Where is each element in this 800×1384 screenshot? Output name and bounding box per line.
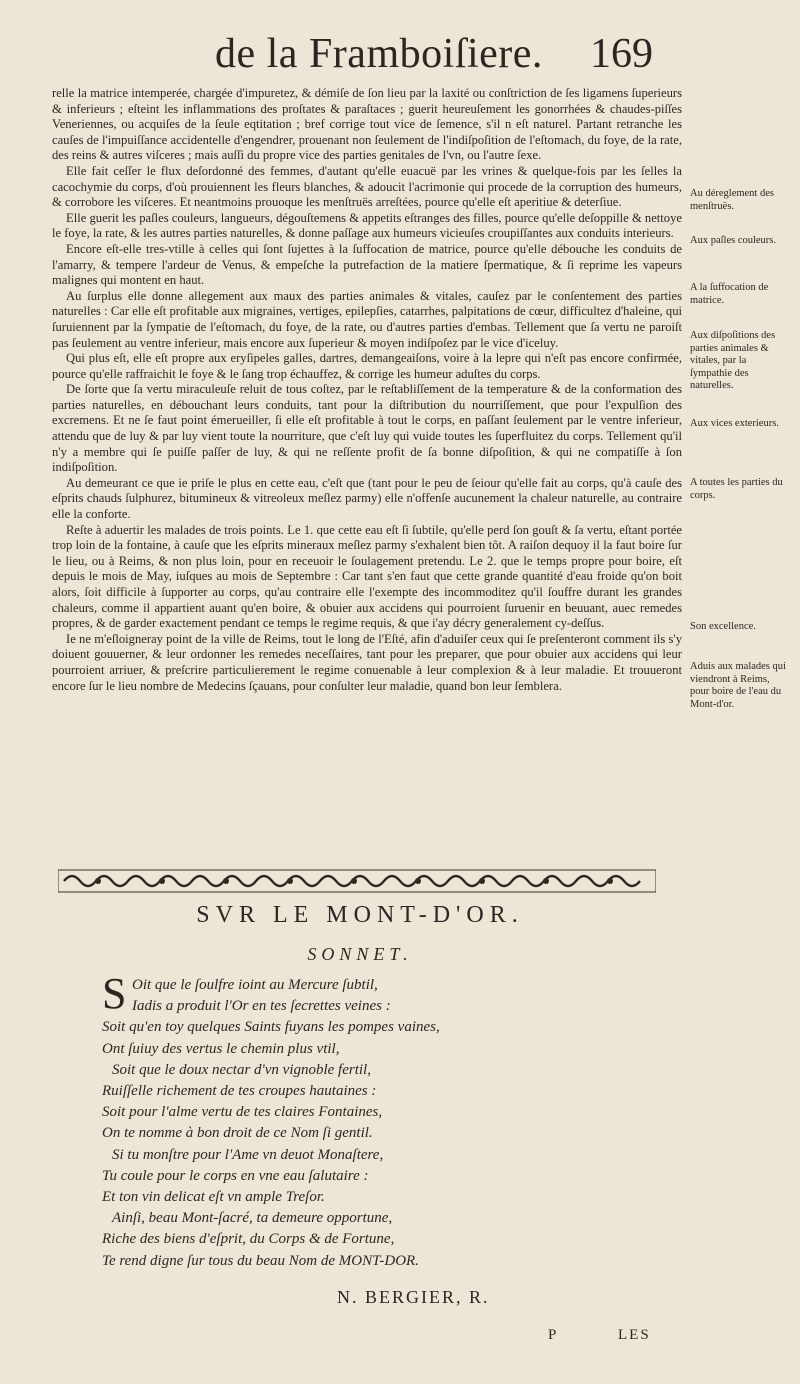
author-signature: N. BERGIER, R. [337,1287,490,1307]
verse-line: Iadis a produit l'Or en tes ſecrettes veines : [132,998,391,1015]
paragraph: relle la matrice intemperée, chargée d'impuretez, & démiſe de ſon lieu par la laxité ou conſtriction de ſes ligamens ſuperieurs & inferieurs ; eſteint les inflammations des proſtates & paraſtaces ; guerit heureuſement les gonorrhées & chaudes-piſſes Veneriennes, ou acquiſes de la ſeule eqtitation ; bref corrige tout vice de ſemence, s'il n eſt naturel. Partant retranche les cauſes de l'impuiſſance accidentelle d'engendrer, prouenant non ſeulement de l'indiſpoſition de l'eſtomach, du foye, de la rate, des reins & autres viſceres ; mais auſſi du propre vice des parties genitales de l'vn, ou l'autre ſexe. [52,86,682,163]
running-title: de la Framboiſiere. [215,31,543,77]
verse-line: Ainſi, beau Mont-ſacré, ta demeure opportune, [112,1210,393,1227]
verse-line: Soit pour l'alme vertu de tes claires Fontaines, [102,1104,383,1121]
section-title: SVR LE MONT-D'OR. [196,902,524,928]
verse-line: Et ton vin delicat eſt vn ample Treſor. [102,1189,325,1206]
verse-line: Soit qu'en toy quelques Saints fuyans les pompes vaines, [102,1019,440,1036]
signature-mark: P [548,1327,557,1343]
paragraph: Au demeurant ce que ie priſe le plus en cette eau, c'eſt que (tant pour le peu de ſeiour qu'elle fait au corps, qu'à cauſe des eſprits chauds ſulphurez, bitumineux & vitreoleux meſlez parmy) elle n'offenſe aucunement la chaleur naturelle, au contraire elle la conforte. [52,475,682,522]
margin-note: Aux diſpoſitions des parties animales & vitales, par la ſympathie des naturelles. [690,330,776,391]
paragraph: Elle fait ceſſer le flux deſordonné des femmes, d'autant qu'elle euacuë par les vrines & quelque-fois par les ſelles la cacochymie du corps, d'où prouiennent les fleurs blanches, & adoucit l'acrimonie qui procede de la corruption des humeurs, & corrobore les viſceres. Et neantmoins prouoque les menſtruës arreſtées, pource qu'elle eſt aperitiue & deterſiue. [52,163,682,210]
margin-note: Aduis aux malades qui viendront à Reims, pour boire de l'eau du Mont-d'or. [690,661,786,710]
paragraph: De ſorte que ſa vertu miraculeuſe reluit de tous coſtez, par le reſtabliſſement de la temperature & de la conformation des parties naturelles, en débouchant leurs conduits, tant pour la diſtribution du nourriſſement, que pour l'expulſion des excremens. Et ne ſe faut point émerueiller, ſi elle eſt profitable à tout le corps, en paſſant ſeulement par le ventre inferieur, attendu que de luy & par luy vient toute la nourriture, que c'eſt luy qui vuide toutes les ſuperfluitez du corps. Tellement qu'il n'y a membre qui ſe puiſſe paſſer de luy, & qui ne reſſente profit de ſa bonne diſpoſition, & qui ne compatiſſe à ſon indiſpoſition. [52,382,682,475]
margin-note: A la ſuffocation de matrice. [690,282,769,306]
main-text [52,86,682,694]
paragraph: Au ſurplus elle donne allegement aux maux des parties animales & vitales, cauſez par le conſentement des parties naturelles : Car elle eſt profitable aux migraines, vertiges, epilepſies, catarrhes, palpitations de cœur, difficultez d'haleine, qui ſuruiennent par la ſympatie de l'eſtomach, du foye, de la rate, ou d'autres parties d'embas. Tellement que ſa vertu ne paroiſt pas ſeulement au ventre inferieur, mais encore aux ſuperieur & moyen indiſpoſez par le vice d'iceluy. [52,288,682,350]
verse-line: Tu coule pour le corps en vne eau ſalutaire : [102,1167,369,1184]
page-number: 169 [590,31,653,77]
margin-note: A toutes les parties du corps. [690,477,783,501]
sonnet-verse [102,975,662,1272]
verse-line: Ruiſſelle richement de tes croupes hautaines : [102,1083,377,1100]
running-header [0,30,800,90]
catchword: LES [618,1327,651,1343]
paragraph: Reſte à aduertir les malades de trois points. Le 1. que cette eau eſt ſi ſubtile, qu'elle perd ſon gouſt & ſa vertu, eſtant portée trop loin de la fontaine, à cauſe que les eſprits mineraux meſlez parmy s'exhalent bien tôt. A raiſon dequoy il la faut boire ſur le lieu, ou à Reims, & non plus loin, pour en receuoir le ſoulagement pretendu. Le 2. que le temps propre pour boire, eſt depuis le mois de May, iuſques au mois de Septembre : Car tant s'en faut que cette grande quantité d'eau froide qu'on boit alors, ſoit difficile à ſupporter au corps, qu'au contraire elle l'exempte des incommoditez qu'il ſouffre durant les grandes chaleurs, comme il appartient auant qu'en boire, & obuier aux accidens qui pourroient ſuruenir en beuuant, auec remedes propres, & de garder exactement pendant ce temps le regime requis, & que i'ay décry generalement cy-deſſus. [52,522,682,631]
verse-line: Te rend digne ſur tous du beau Nom de MONT-DOR. [102,1252,419,1269]
verse-line: On te nomme à bon droit de ce Nom ſi gentil. [102,1125,373,1142]
sonnet-heading: SONNET. [307,944,413,964]
paragraph: Qui plus eſt, elle eſt propre aux eryſipeles galles, dartres, demangeaiſons, voire à la lepre qui n'eſt pas encore confirmée, pource qu'elle raffraichit le foye & le ſang trop échauffez, & corrige les humeur aduſtes du corps. [52,351,682,381]
margin-note: Au déreglement des menſtruës. [690,188,774,212]
paragraph: Encore eſt-elle tres-vtille à celles qui ſont ſujettes à la ſuffocation de matrice, pource qu'elle débouche les conduits de l'amarry, & tempere l'ardeur de Venus, & empeſche la putrefaction de la matiere ſpermatique, & ſi reprime les vapeurs malignes qui montent en haut. [52,241,682,288]
margin-note: Aux vices exterieurs. [690,418,779,429]
verse-line: Si tu monſtre pour l'Ame vn deuot Monaſtere, [112,1146,384,1163]
verse-line: Ont ſuiuy des vertus le chemin plus vtil, [102,1040,340,1057]
paragraph: Ie ne m'eſloigneray point de la ville de Reims, tout le long de l'Eſté, afin d'aduiſer ceux qui ſe preſenteront comment ils s'y doiuent gouuerner, & leur ordonner les remedes neceſſaires, tant pour les preparer, que pour obuier aux accidens qui leur pourroient arriuer, & preſcrire particulierement le regime conuenable à leur complexion & à leur maladie. Et trouueront encore ſur le lieu nombre de Medecins ſçauans, pour conſulter leur maladie, quand bon leur ſemblera. [52,631,682,693]
verse-line: Riche des biens d'eſprit, du Corps & de Fortune, [102,1231,395,1248]
verse-line: Soit que le doux nectar d'vn vignoble fertil, [112,1061,371,1078]
drop-capital: S [102,969,127,1018]
margin-note: Aux paſles couleurs. [690,235,777,246]
verse-line: Oit que le ſoulfre ioint au Mercure ſubtil, [132,977,378,993]
margin-note: Son excellence. [690,621,756,632]
paragraph: Elle guerit les paſles couleurs, langueurs, dégouſtemens & appetits eſtranges des filles, pource qu'elle deſoppille & nettoye le foye, la rate, & les autres parties naturelles, & donne paſſage aux humeurs vicieuſes croupiſſantes aux conduits interieurs. [52,210,682,241]
printers-ornament-band [58,868,656,894]
